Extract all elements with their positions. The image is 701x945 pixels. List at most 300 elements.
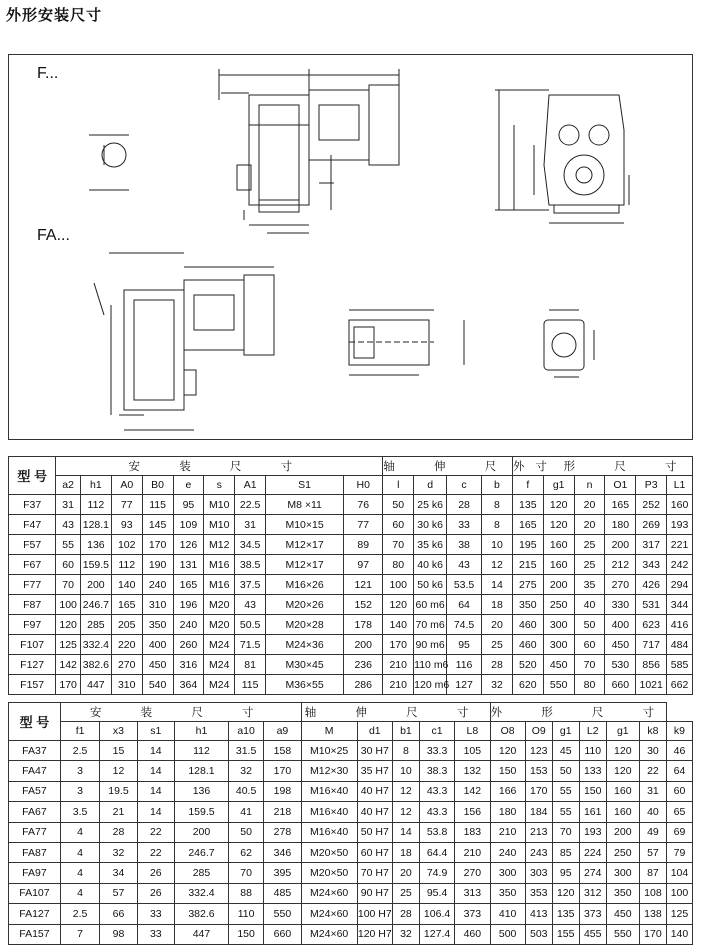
table-cell: 57 xyxy=(100,883,137,903)
table-cell: 85 xyxy=(552,842,579,862)
table-cell: 70 H7 xyxy=(357,863,392,883)
column-header: a9 xyxy=(264,722,301,741)
model-header: 型 号 xyxy=(9,457,56,495)
table-cell: 350 xyxy=(606,883,639,903)
table-cell: 120 xyxy=(552,883,579,903)
table-cell: 200 xyxy=(174,822,228,842)
table-cell: 95 xyxy=(173,495,204,515)
column-header: g1 xyxy=(552,722,579,741)
table-cell: 300 xyxy=(543,615,574,635)
install-dims-header: 安 装 尺 寸 xyxy=(56,457,383,476)
table-cell: 80 xyxy=(383,555,414,575)
table-cell: 132 xyxy=(455,761,490,781)
table-cell: 196 xyxy=(173,595,204,615)
table-cell: 416 xyxy=(667,615,693,635)
table-row xyxy=(9,863,693,883)
column-header: l xyxy=(383,476,414,495)
table-cell: 90 m6 xyxy=(414,635,447,655)
table-cell: 350 xyxy=(142,615,173,635)
table-cell: 14 xyxy=(137,741,174,761)
shaft-detail-drawing xyxy=(89,135,129,190)
table-cell: 178 xyxy=(344,615,383,635)
column-header: g1 xyxy=(606,722,639,741)
column-header: x3 xyxy=(100,722,137,741)
table-cell: 88 xyxy=(228,883,263,903)
table-cell: 150 xyxy=(490,761,525,781)
table-cell: 46 xyxy=(666,741,692,761)
table-cell: 105 xyxy=(455,741,490,761)
table-cell: 89 xyxy=(344,535,383,555)
table-cell: 50 xyxy=(574,615,605,635)
table-cell: 40 H7 xyxy=(357,781,392,801)
table-cell: 102 xyxy=(111,535,142,555)
table-cell: 500 xyxy=(490,924,525,944)
table-cell: M10 xyxy=(204,515,235,535)
table-cell: 14 xyxy=(482,575,513,595)
table-cell: 25 xyxy=(482,635,513,655)
column-header: k8 xyxy=(639,722,666,741)
column-header: f xyxy=(512,476,543,495)
column-header: c1 xyxy=(419,722,454,741)
model-cell: FA37 xyxy=(9,741,61,761)
table-cell: 246.7 xyxy=(80,595,111,615)
table-cell: 170 xyxy=(56,675,81,695)
table-cell: 270 xyxy=(111,655,142,675)
table-cell: 620 xyxy=(512,675,543,695)
table-cell: 70 xyxy=(56,575,81,595)
table-cell: 31 xyxy=(639,781,666,801)
table-cell: 133 xyxy=(579,761,606,781)
table-cell: 184 xyxy=(525,802,552,822)
table-cell: 530 xyxy=(605,655,636,675)
table-cell: 128.1 xyxy=(174,761,228,781)
table-cell: 53.5 xyxy=(447,575,482,595)
table-cell: 112 xyxy=(111,555,142,575)
table-cell: 150 xyxy=(228,924,263,944)
table-cell: 40 xyxy=(574,595,605,615)
table-cell: 585 xyxy=(667,655,693,675)
table-cell: M20×28 xyxy=(266,615,344,635)
column-header: h1 xyxy=(80,476,111,495)
table-cell: 460 xyxy=(512,615,543,635)
table-cell: 550 xyxy=(264,904,301,924)
table-cell: 64.4 xyxy=(419,842,454,862)
model-cell: F57 xyxy=(9,535,56,555)
table-cell: 40 xyxy=(639,802,666,822)
table-cell: 106.4 xyxy=(419,904,454,924)
table-cell: 484 xyxy=(667,635,693,655)
table-cell: M30×45 xyxy=(266,655,344,675)
table-cell: 160 xyxy=(543,535,574,555)
table-cell: M16 xyxy=(204,555,235,575)
f-series-table xyxy=(8,456,693,695)
table-cell: 180 xyxy=(490,802,525,822)
table-cell: 395 xyxy=(264,863,301,883)
table-row xyxy=(9,595,693,615)
table-row xyxy=(9,802,693,822)
column-header: d xyxy=(414,476,447,495)
table-cell: 120 xyxy=(606,741,639,761)
column-header: M xyxy=(301,722,357,741)
table-cell: 57 xyxy=(639,842,666,862)
table-cell: 165 xyxy=(111,595,142,615)
table-cell: 2.5 xyxy=(60,741,99,761)
table-cell: 50 k6 xyxy=(414,575,447,595)
table-cell: 520 xyxy=(512,655,543,675)
table-row xyxy=(9,761,693,781)
hollow-shaft-drawing xyxy=(349,310,464,375)
table-cell: 221 xyxy=(667,535,693,555)
model-header: 型 号 xyxy=(9,703,61,741)
table-cell: 413 xyxy=(525,904,552,924)
table-cell: 240 xyxy=(173,615,204,635)
column-header: s1 xyxy=(137,722,174,741)
table-cell: 4 xyxy=(60,842,99,862)
table-cell: 60 xyxy=(574,635,605,655)
table-cell: 31 xyxy=(235,515,266,535)
table-cell: 344 xyxy=(667,595,693,615)
table-cell: 660 xyxy=(605,675,636,695)
table-cell: 400 xyxy=(142,635,173,655)
table-cell: 300 xyxy=(543,635,574,655)
table-cell: 170 xyxy=(639,924,666,944)
table-cell: 77 xyxy=(111,495,142,515)
table-cell: 856 xyxy=(636,655,667,675)
table-row xyxy=(9,741,693,761)
table-cell: 160 xyxy=(606,802,639,822)
table-cell: 41 xyxy=(228,802,263,822)
table-cell: 21 xyxy=(100,802,137,822)
table-cell: 353 xyxy=(525,883,552,903)
table-cell: 19.5 xyxy=(100,781,137,801)
table-cell: 193 xyxy=(667,515,693,535)
table-cell: 350 xyxy=(490,883,525,903)
table-cell: 285 xyxy=(174,863,228,883)
table-cell: 40.5 xyxy=(228,781,263,801)
table-cell: 170 xyxy=(142,535,173,555)
table-cell: M12×17 xyxy=(266,555,344,575)
column-header: f1 xyxy=(60,722,99,741)
column-header: e xyxy=(173,476,204,495)
table-cell: M12×30 xyxy=(301,761,357,781)
table-cell: 33 xyxy=(137,924,174,944)
table-cell: 240 xyxy=(142,575,173,595)
table-cell: 343 xyxy=(636,555,667,575)
table-cell: 285 xyxy=(80,615,111,635)
table-cell: 35 k6 xyxy=(414,535,447,555)
column-header: k9 xyxy=(666,722,692,741)
table-cell: 100 xyxy=(383,575,414,595)
table-cell: 120 xyxy=(606,761,639,781)
table-cell: 1021 xyxy=(636,675,667,695)
table-cell: 50.5 xyxy=(235,615,266,635)
table-cell: 50 H7 xyxy=(357,822,392,842)
table-cell: 33.3 xyxy=(419,741,454,761)
model-cell: F47 xyxy=(9,515,56,535)
table-cell: 531 xyxy=(636,595,667,615)
table-cell: 112 xyxy=(174,741,228,761)
shaft-dims-header: 轴 伸 尺 寸 xyxy=(301,703,490,722)
model-cell: F67 xyxy=(9,555,56,575)
table-cell: 26 xyxy=(137,883,174,903)
table-cell: 450 xyxy=(543,655,574,675)
column-header: O9 xyxy=(525,722,552,741)
table-cell: M12×17 xyxy=(266,535,344,555)
table-cell: 79 xyxy=(666,842,692,862)
table-cell: 269 xyxy=(636,515,667,535)
table-cell: 450 xyxy=(605,635,636,655)
table-cell: 81 xyxy=(235,655,266,675)
table-cell: 210 xyxy=(383,655,414,675)
table-cell: 332.4 xyxy=(174,883,228,903)
column-header: L2 xyxy=(579,722,606,741)
table-cell: 49 xyxy=(639,822,666,842)
column-header: L8 xyxy=(455,722,490,741)
table-cell: 127 xyxy=(447,675,482,695)
table-cell: 30 H7 xyxy=(357,741,392,761)
table-cell: 50 xyxy=(228,822,263,842)
f-series-label: F... xyxy=(37,65,59,82)
table-cell: 30 xyxy=(639,741,666,761)
shaft-dims-header: 轴 伸 尺 寸 xyxy=(383,457,513,476)
table-cell: 150 xyxy=(579,781,606,801)
technical-drawing xyxy=(8,54,693,440)
table-cell: 212 xyxy=(605,555,636,575)
column-header: H0 xyxy=(344,476,383,495)
table-cell: 10 xyxy=(392,761,419,781)
table-row xyxy=(9,515,693,535)
table-cell: 87 xyxy=(639,863,666,883)
model-cell: F97 xyxy=(9,615,56,635)
model-cell: FA97 xyxy=(9,863,61,883)
table-cell: 8 xyxy=(482,515,513,535)
table-cell: 183 xyxy=(455,822,490,842)
table-cell: 25 xyxy=(574,555,605,575)
table-cell: 15 xyxy=(100,741,137,761)
table-cell: M24×60 xyxy=(301,904,357,924)
table-cell: 373 xyxy=(455,904,490,924)
table-cell: 540 xyxy=(142,675,173,695)
table-row xyxy=(9,781,693,801)
model-cell: F107 xyxy=(9,635,56,655)
table-cell: 260 xyxy=(173,635,204,655)
table-cell: 310 xyxy=(111,675,142,695)
table-cell: 316 xyxy=(173,655,204,675)
table-cell: 121 xyxy=(344,575,383,595)
table-cell: 455 xyxy=(579,924,606,944)
column-header: d1 xyxy=(357,722,392,741)
table-cell: 120 xyxy=(383,595,414,615)
table-row xyxy=(9,495,693,515)
table-row xyxy=(9,842,693,862)
table-cell: 14 xyxy=(137,802,174,822)
table-cell: 160 xyxy=(543,555,574,575)
table-cell: 246.7 xyxy=(174,842,228,862)
table-cell: 242 xyxy=(667,555,693,575)
table-cell: 123 xyxy=(525,741,552,761)
table-cell: 243 xyxy=(525,842,552,862)
table-cell: 70 xyxy=(228,863,263,883)
table-cell: 4 xyxy=(60,822,99,842)
table-cell: M20×50 xyxy=(301,842,357,862)
table-cell: 140 xyxy=(111,575,142,595)
table-cell: 135 xyxy=(552,904,579,924)
table-cell: 115 xyxy=(142,495,173,515)
table-cell: M10×25 xyxy=(301,741,357,761)
table-cell: 198 xyxy=(264,781,301,801)
table-cell: 170 xyxy=(383,635,414,655)
table-cell: M24 xyxy=(204,675,235,695)
table-cell: 4 xyxy=(60,883,99,903)
table-cell: 200 xyxy=(344,635,383,655)
table-cell: 93 xyxy=(111,515,142,535)
column-header: s xyxy=(204,476,235,495)
table-cell: 10 xyxy=(482,535,513,555)
table-cell: 161 xyxy=(579,802,606,822)
table-cell: 128.1 xyxy=(80,515,111,535)
table-cell: 310 xyxy=(142,595,173,615)
table-row xyxy=(9,535,693,555)
table-cell: 312 xyxy=(579,883,606,903)
table-cell: 74.9 xyxy=(419,863,454,883)
table-cell: 43.3 xyxy=(419,802,454,822)
table-cell: 65 xyxy=(666,802,692,822)
table-cell: 159.5 xyxy=(80,555,111,575)
column-header: O1 xyxy=(605,476,636,495)
column-header: A1 xyxy=(235,476,266,495)
table-cell: 43.3 xyxy=(419,781,454,801)
outline-dims-header: 外 形 尺 寸 xyxy=(512,457,692,476)
table-cell: 25 xyxy=(392,883,419,903)
table-cell: 95 xyxy=(552,863,579,883)
table-cell: 136 xyxy=(174,781,228,801)
table-cell: 50 xyxy=(383,495,414,515)
table-cell: 220 xyxy=(111,635,142,655)
table-cell: 200 xyxy=(606,822,639,842)
table-cell: M24×60 xyxy=(301,883,357,903)
table-cell: M10×15 xyxy=(266,515,344,535)
table-cell: M20 xyxy=(204,595,235,615)
table-cell: 170 xyxy=(264,761,301,781)
table-cell: M24×60 xyxy=(301,924,357,944)
table-cell: 60 xyxy=(383,515,414,535)
table-cell: 31 xyxy=(56,495,81,515)
table-cell: 80 xyxy=(574,675,605,695)
table-cell: 43 xyxy=(56,515,81,535)
model-cell: FA77 xyxy=(9,822,61,842)
install-dims-header: 安 装 尺 寸 xyxy=(60,703,301,722)
table-cell: 33 xyxy=(447,515,482,535)
table-cell: 32 xyxy=(482,675,513,695)
table-cell: M16×40 xyxy=(301,781,357,801)
model-cell: FA47 xyxy=(9,761,61,781)
table-cell: 136 xyxy=(80,535,111,555)
table-cell: 28 xyxy=(447,495,482,515)
table-cell: 62 xyxy=(228,842,263,862)
table-cell: 120 xyxy=(490,741,525,761)
table-cell: 400 xyxy=(605,615,636,635)
table-row xyxy=(9,635,693,655)
table-cell: 145 xyxy=(142,515,173,535)
table-cell: 303 xyxy=(525,863,552,883)
table-cell: 300 xyxy=(490,863,525,883)
model-cell: F157 xyxy=(9,675,56,695)
table-cell: 97 xyxy=(344,555,383,575)
table-cell: 20 xyxy=(392,863,419,883)
table-cell: 166 xyxy=(490,781,525,801)
table-cell: 180 xyxy=(605,515,636,535)
table-cell: 332.4 xyxy=(80,635,111,655)
table-cell: 170 xyxy=(525,781,552,801)
table-cell: 95 xyxy=(447,635,482,655)
table-cell: 158 xyxy=(264,741,301,761)
table-cell: 70 xyxy=(552,822,579,842)
model-cell: F77 xyxy=(9,575,56,595)
table-cell: 426 xyxy=(636,575,667,595)
table-cell: 3.5 xyxy=(60,802,99,822)
table-cell: 100 xyxy=(56,595,81,615)
table-cell: 140 xyxy=(666,924,692,944)
table-cell: 20 xyxy=(574,495,605,515)
model-cell: FA157 xyxy=(9,924,61,944)
f-end-view-drawing xyxy=(495,90,629,223)
table-cell: 60 xyxy=(56,555,81,575)
table-row xyxy=(9,615,693,635)
f-gearbox-drawing xyxy=(219,69,399,233)
table-cell: 215 xyxy=(512,555,543,575)
table-cell: 142 xyxy=(56,655,81,675)
table-cell: 382.6 xyxy=(80,655,111,675)
column-header: g1 xyxy=(543,476,574,495)
column-header: a10 xyxy=(228,722,263,741)
table-cell: 450 xyxy=(142,655,173,675)
table-cell: M36×55 xyxy=(266,675,344,695)
table-cell: 160 xyxy=(606,781,639,801)
table-cell: 55 xyxy=(552,781,579,801)
model-cell: F127 xyxy=(9,655,56,675)
table-cell: 100 H7 xyxy=(357,904,392,924)
page-title: 外形安装尺寸 xyxy=(6,7,103,24)
table-cell: M12 xyxy=(204,535,235,555)
column-header: b xyxy=(482,476,513,495)
table-cell: 28 xyxy=(100,822,137,842)
table-cell: 330 xyxy=(605,595,636,615)
table-cell: 64 xyxy=(666,761,692,781)
table-cell: 200 xyxy=(80,575,111,595)
column-header: S1 xyxy=(266,476,344,495)
table-cell: 382.6 xyxy=(174,904,228,924)
table-cell: 317 xyxy=(636,535,667,555)
fa-series-table xyxy=(8,702,693,945)
fa-gearbox-drawing xyxy=(94,253,274,430)
table-cell: 98 xyxy=(100,924,137,944)
model-cell: FA127 xyxy=(9,904,61,924)
model-cell: FA87 xyxy=(9,842,61,862)
table-cell: 100 xyxy=(666,883,692,903)
table-cell: 3 xyxy=(60,781,99,801)
table-cell: 14 xyxy=(137,781,174,801)
table-cell: 213 xyxy=(525,822,552,842)
table-cell: 623 xyxy=(636,615,667,635)
table-cell: 200 xyxy=(605,535,636,555)
table-cell: 131 xyxy=(173,555,204,575)
table-cell: 33 xyxy=(137,904,174,924)
table-cell: 50 xyxy=(552,761,579,781)
model-cell: FA67 xyxy=(9,802,61,822)
table-cell: 126 xyxy=(173,535,204,555)
table-cell: 32 xyxy=(228,761,263,781)
table-cell: 53.8 xyxy=(419,822,454,842)
